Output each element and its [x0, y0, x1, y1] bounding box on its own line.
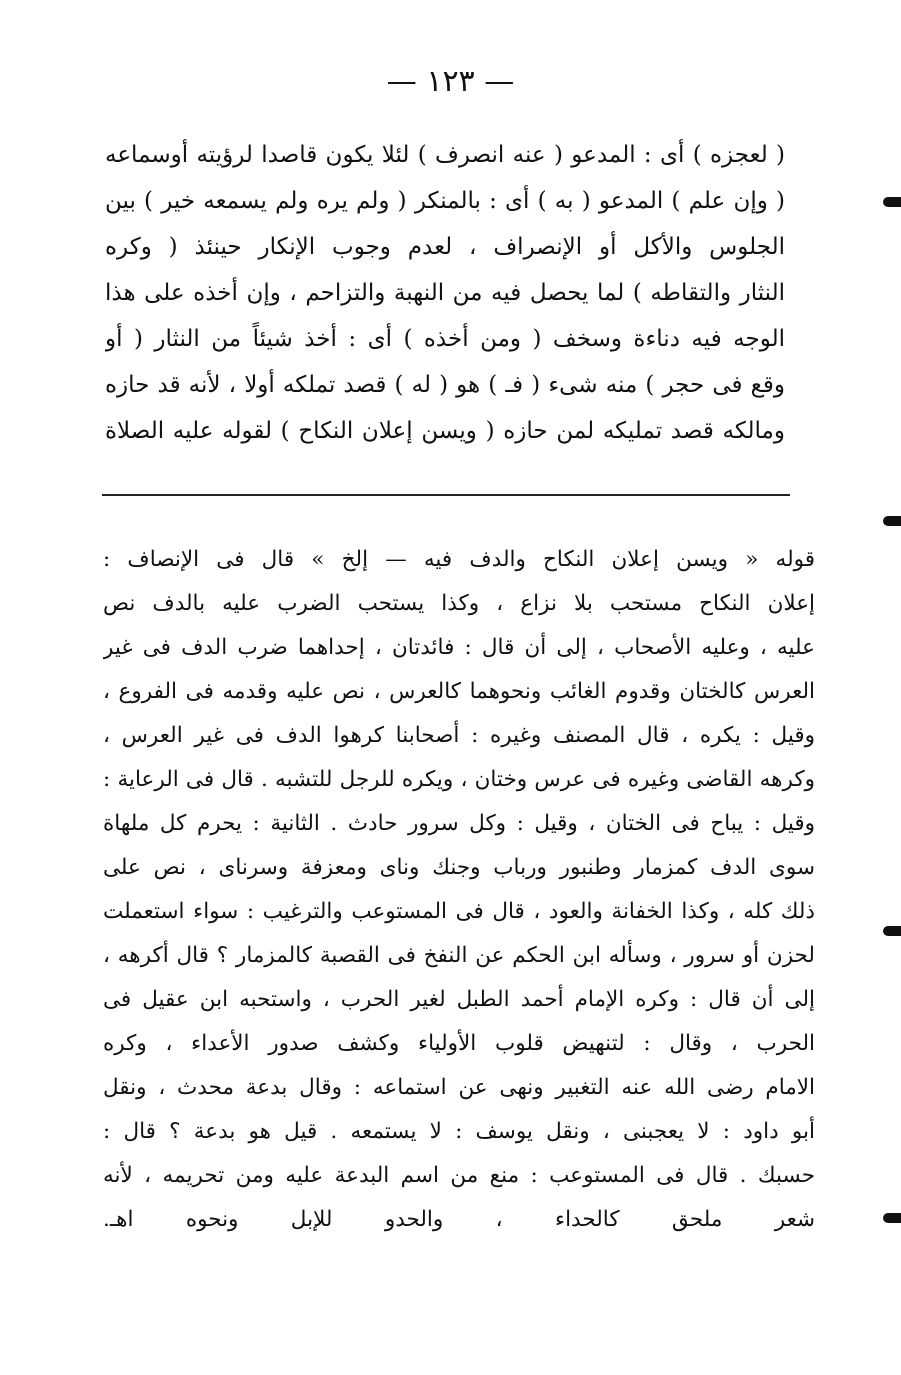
- main-text-line: وقع فى حجر ) منه شىء ( فـ ) هو ( له ) قصد تملكه أولا ، لأنه قد حازه: [105, 372, 785, 398]
- footnote-separator: [102, 494, 790, 496]
- footnote-text: [103, 538, 815, 1242]
- binding-mark: [883, 926, 901, 936]
- main-text: [105, 132, 785, 454]
- main-text-line: ( لعجزه ) أى : المدعو ( عنه انصرف ) لئلا يكون قاصدا لرؤيته أوسماعه: [105, 142, 785, 168]
- footnote-line: العرس كالختان وقدوم الغائب ونحوهما كالعرس ، نص عليه وقدمه فى الفروع ،: [103, 679, 815, 704]
- footnote-line: حسبك . قال فى المستوعب : منع من اسم البدعة عليه ومن تحريمه ، لأنه: [103, 1163, 815, 1188]
- footnote-line: ذلك كله ، وكذا الخفانة والعود ، قال فى المستوعب والترغيب : سواء استعملت: [103, 899, 815, 924]
- footnote-line: أبو داود : لا يعجبنى ، ونقل يوسف : لا يستمعه . قيل هو بدعة ؟ قال :: [103, 1119, 815, 1144]
- footnote-line: الامام رضى الله عنه التغبير ونهى عن استماعه : وقال بدعة محدث ، ونقل: [103, 1075, 815, 1100]
- main-text-line: ومالكه قصد تمليكه لمن حازه ( ويسن إعلان النكاح ) لقوله عليه الصلاة: [105, 418, 785, 444]
- footnote-line: وقيل : يباح فى الختان ، وقيل : وكل سرور حادث . الثانية : يحرم كل ملهاة: [103, 811, 815, 836]
- footnote-line: عليه ، وعليه الأصحاب ، إلى أن قال : فائدتان ، إحداهما ضرب الدف فى غير: [103, 635, 815, 660]
- main-text-line: الجلوس والأكل أو الإنصراف ، لعدم وجوب الإنكار حينئذ ( وكره: [105, 234, 785, 260]
- footnote-line: لحزن أو سرور ، وسأله ابن الحكم عن النفخ فى القصبة كالمزمار ؟ قال أكرهه ،: [103, 943, 815, 968]
- main-text-line: الوجه فيه دناءة وسخف ( ومن أخذه ) أى : أخذ شيئاً من النثار ( أو: [105, 326, 785, 352]
- footnote-line: الحرب ، وقال : لتنهيض قلوب الأولياء وكشف صدور الأعداء ، وكره: [103, 1031, 815, 1056]
- footnote-line: إعلان النكاح مستحب بلا نزاع ، وكذا يستحب الضرب عليه بالدف نص: [103, 591, 815, 616]
- footnote-line: وقيل : يكره ، قال المصنف وغيره : أصحابنا كرهوا الدف فى غير العرس ،: [103, 723, 815, 748]
- footnote-line: قوله « ويسن إعلان النكاح والدف فيه — إلخ » قال فى الإنصاف :: [103, 547, 815, 572]
- binding-mark: [883, 197, 901, 207]
- main-text-line: ( وإن علم ) المدعو ( به ) أى : بالمنكر ( ولم يره ولم يسمعه خير ) بين: [105, 188, 785, 214]
- main-text-line: النثار والتقاطه ) لما يحصل فيه من النهبة والتزاحم ، وإن أخذه على هذا: [105, 280, 785, 306]
- footnote-line: سوى الدف كمزمار وطنبور ورباب وجنك وناى ومعزفة وسرناى ، نص على: [103, 855, 815, 880]
- binding-mark: [883, 1213, 901, 1223]
- binding-mark: [883, 516, 901, 526]
- footnote-line: إلى أن قال : وكره الإمام أحمد الطبل لغير الحرب ، واستحبه ابن عقيل فى: [103, 987, 815, 1012]
- footnote-line: وكرهه القاضى وغيره فى عرس وختان ، ويكره للرجل للتشبه . قال فى الرعاية :: [103, 767, 815, 792]
- footnote-line: شعر ملحق كالحداء ، والحدو للإبل ونحوه اهـ.: [103, 1207, 815, 1232]
- page-number: — ١٢٣ —: [386, 64, 515, 99]
